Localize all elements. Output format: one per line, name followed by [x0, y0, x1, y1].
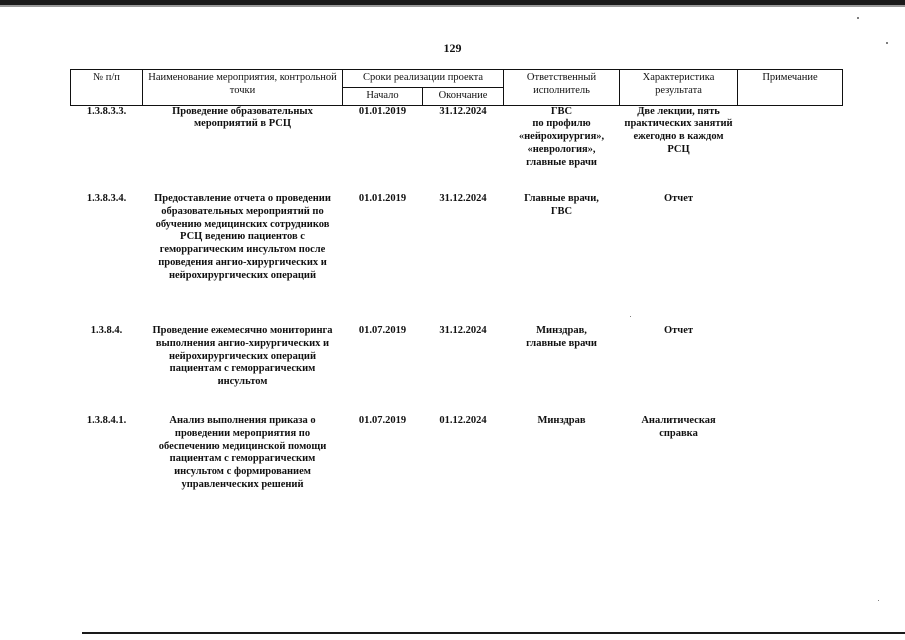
- row-end: 31.12.2024: [439, 325, 487, 337]
- row-end: 31.12.2024: [439, 193, 487, 205]
- row-result: Две лекции, пять практических занятий ежегодно в каждом РСЦ: [624, 105, 733, 155]
- header-result: Характеристика результата: [620, 70, 738, 106]
- row-end: 01.12.2024: [439, 415, 487, 427]
- header-row: [71, 70, 843, 88]
- row-responsible: Минздрав: [537, 415, 586, 427]
- row-num: 1.3.8.3.4.: [86, 193, 127, 205]
- row-start: 01.07.2019: [358, 415, 407, 427]
- activity-table: [70, 69, 843, 498]
- table-row: [71, 105, 843, 193]
- scan-speck: [857, 17, 859, 19]
- row-result: Отчет: [663, 325, 694, 337]
- row-num: 1.3.8.4.1.: [86, 415, 127, 427]
- row-num: 1.3.8.3.3.: [86, 105, 127, 117]
- scan-bottom-border: [82, 632, 905, 634]
- header-end: Окончание: [423, 87, 504, 105]
- row-note: [738, 325, 843, 415]
- row-responsible: Минздрав, главные врачи: [526, 325, 597, 349]
- row-start: 01.01.2019: [358, 193, 407, 205]
- scan-top-shadow: [0, 5, 905, 7]
- row-note: [738, 105, 843, 193]
- row-result: Аналитическая справка: [641, 415, 716, 439]
- row-start: 01.07.2019: [358, 325, 407, 337]
- page-number: 129: [443, 41, 462, 55]
- row-start: 01.01.2019: [358, 105, 407, 117]
- header-note: Примечание: [738, 70, 843, 106]
- header-name: Наименование мероприятия, контрольной точки: [143, 70, 343, 106]
- row-name: Проведение образовательных мероприятий в РСЦ: [172, 105, 313, 130]
- header-num: № п/п: [71, 70, 143, 106]
- row-end: 31.12.2024: [439, 105, 487, 117]
- row-result: Отчет: [663, 193, 694, 205]
- header-responsible: Ответственный исполнитель: [504, 70, 620, 106]
- row-responsible: ГВС по профилю «нейрохирургия», «неврология», главные врачи: [518, 105, 605, 168]
- row-name: Проведение ежемесячно мониторинга выполнения ангио-хирургических и нейрохирургических операций пациентам с геморрагическим инсультом: [152, 325, 333, 388]
- row-note: [738, 415, 843, 498]
- row-responsible: Главные врачи, ГВС: [524, 193, 599, 217]
- table-row: [71, 325, 843, 415]
- table-row: [71, 415, 843, 498]
- row-num: 1.3.8.4.: [90, 325, 123, 337]
- header-start: Начало: [343, 87, 423, 105]
- scan-speck: [878, 600, 879, 601]
- row-name: Анализ выполнения приказа о проведении мероприятия по обеспечению медицинской помощи пациентам с геморрагическим инсультом с формированием управленческих решений: [158, 415, 327, 491]
- row-note: [738, 193, 843, 325]
- row-name: Предоставление отчета о проведении образовательных мероприятий по обучению медицинских сотрудников РСЦ ведению пациентов с геморрагическим инсультом после проведения ангио-хирургических и нейрохирургических операций: [154, 193, 331, 281]
- table-row: [71, 193, 843, 325]
- header-period: Сроки реализации проекта: [343, 70, 504, 88]
